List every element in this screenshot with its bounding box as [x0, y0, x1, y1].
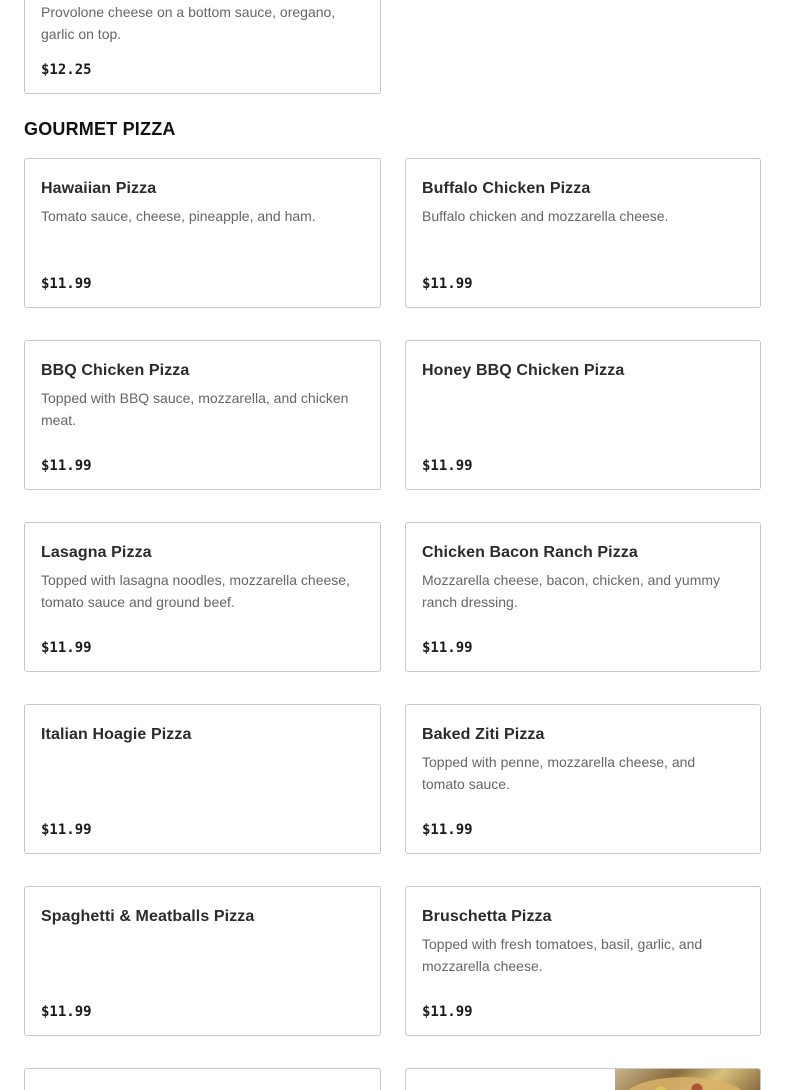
- item-price: $11.99: [422, 276, 473, 292]
- item-description: Topped with BBQ sauce, mozzarella, and chicken meat.: [41, 390, 349, 428]
- item-description: Provolone cheese on a bottom sauce, oregano, garlic on top.: [41, 4, 336, 42]
- item-name: Bruschetta Pizza: [422, 908, 552, 925]
- item-description: Topped with lasagna noodles, mozzarella cheese, tomato sauce and ground beef.: [41, 572, 350, 610]
- menu-item-card[interactable]: [24, 0, 381, 94]
- item-photo: [615, 1069, 760, 1090]
- menu-item-card[interactable]: [24, 704, 381, 854]
- item-name: Spaghetti & Meatballs Pizza: [41, 908, 255, 925]
- menu-item-card[interactable]: [405, 704, 761, 854]
- item-price: $11.99: [41, 276, 92, 292]
- item-price: $11.99: [41, 458, 92, 474]
- item-name: Italian Hoagie Pizza: [41, 726, 192, 743]
- item-price: $11.99: [422, 822, 473, 838]
- menu-item-card[interactable]: [24, 158, 381, 308]
- item-description: Topped with penne, mozzarella cheese, and tomato sauce.: [422, 754, 696, 792]
- item-price: $11.99: [422, 1004, 473, 1020]
- menu-item-card[interactable]: [405, 1068, 761, 1090]
- menu-item-card[interactable]: [24, 1068, 381, 1090]
- item-name: Chicken Bacon Ranch Pizza: [422, 544, 638, 561]
- item-price: $11.99: [41, 1004, 92, 1020]
- section-title: GOURMET PIZZA: [24, 119, 176, 139]
- item-name: Lasagna Pizza: [41, 544, 152, 561]
- item-price: $12.25: [41, 62, 92, 78]
- item-price: $11.99: [41, 822, 92, 838]
- menu-item-card[interactable]: [24, 340, 381, 490]
- menu-item-card[interactable]: [24, 522, 381, 672]
- menu-item-card[interactable]: [405, 340, 761, 490]
- item-description: Buffalo chicken and mozzarella cheese.: [422, 208, 669, 224]
- menu-item-card[interactable]: [405, 158, 761, 308]
- item-name: BBQ Chicken Pizza: [41, 362, 190, 379]
- item-description: Mozzarella cheese, bacon, chicken, and yummy ranch dressing.: [422, 572, 721, 610]
- item-name: Hawaiian Pizza: [41, 180, 157, 197]
- item-name: Buffalo Chicken Pizza: [422, 180, 591, 197]
- menu-item-card[interactable]: [405, 886, 761, 1036]
- menu-item-card[interactable]: [24, 886, 381, 1036]
- item-price: $11.99: [422, 458, 473, 474]
- item-description: Topped with fresh tomatoes, basil, garlic, and mozzarella cheese.: [422, 936, 703, 974]
- item-description: Tomato sauce, cheese, pineapple, and ham.: [41, 208, 316, 224]
- item-name: Baked Ziti Pizza: [422, 726, 545, 743]
- menu-item-card[interactable]: [405, 522, 761, 672]
- item-name: Honey BBQ Chicken Pizza: [422, 362, 625, 379]
- item-price: $11.99: [422, 640, 473, 656]
- item-price: $11.99: [41, 640, 92, 656]
